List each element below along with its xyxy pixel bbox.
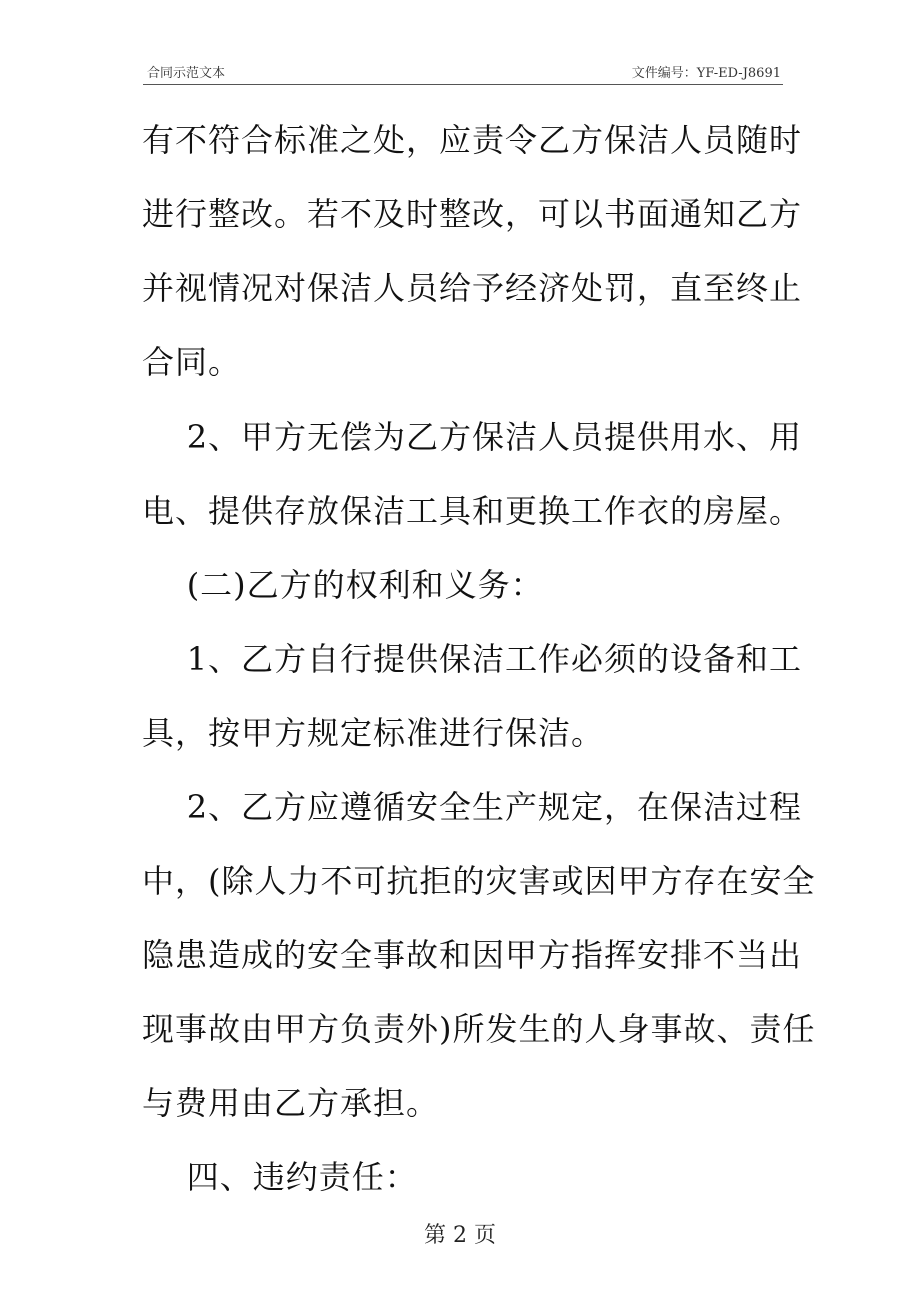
text-line: 中，(除人力不可抗拒的灾害或因甲方存在安全 (142, 862, 816, 900)
text-line: 四、违约责任： (142, 1158, 418, 1196)
header-doc-number: 文件编号：YF-ED-J8691 (631, 66, 781, 81)
text-line: 1、乙方自行提供保洁工作必须的设备和工 (142, 640, 803, 678)
page-number: 第 2 页 (424, 1223, 496, 1248)
paragraph-party-b-safety (142, 770, 816, 1140)
section-party-b-rights (142, 548, 782, 622)
text-line: 并视情况对保洁人员给予经济处罚，直至终止 (142, 269, 803, 307)
text-line: 具，按甲方规定标准进行保洁。 (142, 714, 605, 752)
paragraph-party-b-equipment (142, 622, 803, 770)
paragraph-party-a-facilities (142, 400, 803, 548)
text-line: 有不符合标准之处，应责令乙方保洁人员随时 (142, 121, 803, 159)
section-breach-liability (142, 1140, 782, 1214)
text-line: 隐患造成的安全事故和因甲方指挥安排不当出 (142, 936, 803, 974)
text-line: 现事故由甲方负责外)所发生的人身事故、责任 (142, 1010, 816, 1048)
paragraph-inspection-rectify (142, 103, 803, 399)
text-line: 合同。 (142, 343, 242, 381)
text-line: 电、提供存放保洁工具和更换工作衣的房屋。 (142, 492, 803, 530)
text-line: 进行整改。若不及时整改，可以书面通知乙方 (142, 195, 803, 233)
text-line: (二)乙方的权利和义务： (142, 566, 544, 604)
text-line: 2、甲方无偿为乙方保洁人员提供用水、用 (142, 418, 803, 456)
text-line: 2、乙方应遵循安全生产规定，在保洁过程 (142, 788, 803, 826)
text-line: 与费用由乙方承担。 (142, 1084, 440, 1122)
document-header (143, 60, 783, 85)
header-doc-type: 合同示范文本 (147, 66, 226, 81)
